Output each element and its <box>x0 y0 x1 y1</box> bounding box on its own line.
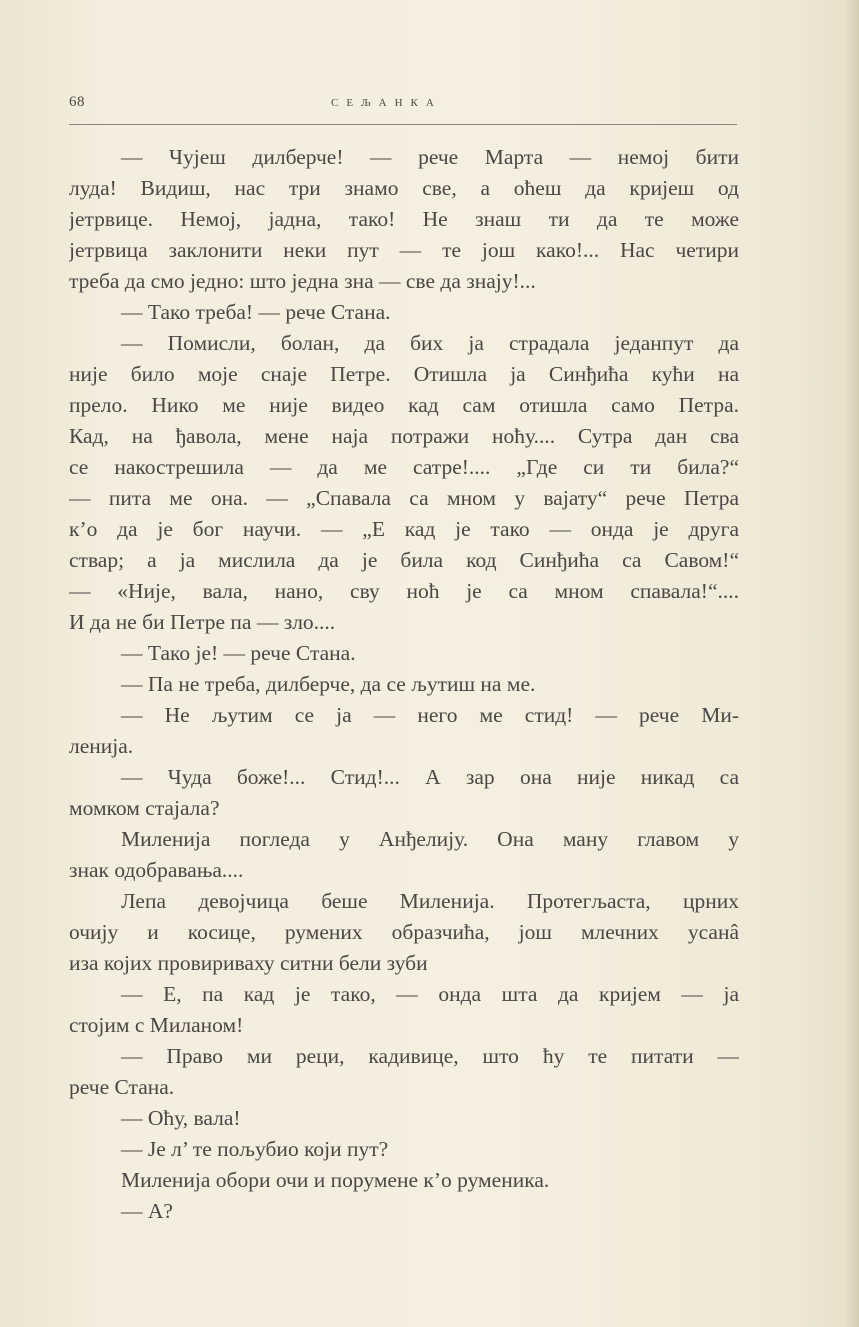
text-line: стојим с Миланом! <box>69 1013 244 1037</box>
text-line: јетрвица заклонити неки пут — те још како!... Нас четири <box>69 238 739 262</box>
running-title: СЕЉАНКА <box>331 97 442 109</box>
text-line: — Е, па кад је тако, — онда шта да кријем — ја <box>121 982 739 1006</box>
page-header <box>69 94 737 125</box>
body-text <box>69 142 739 1227</box>
text-line: — Право ми реци, кадивице, што ћу те питати — <box>121 1044 739 1068</box>
text-line: — Тако треба! — рече Стана. <box>121 300 391 324</box>
text-line: — Оћу, вала! <box>121 1106 241 1130</box>
text-line: — Не љутим се ја — него ме стид! — рече Ми- <box>121 703 739 727</box>
text-line: прело. Нико ме није видео кад сам отишла само Петра. <box>69 393 739 417</box>
text-line: — Тако је! — рече Стана. <box>121 641 356 665</box>
page-edge-shadow <box>845 0 859 1327</box>
text-line: треба да смо једно: што једна зна — све да знају!... <box>69 269 536 293</box>
text-line: Лепа девојчица беше Миленија. Протегљаста, црних <box>121 889 739 913</box>
text-line: иза којих провириваху ситни бели зуби <box>69 951 428 975</box>
text-line: се накострешила — да ме сатре!.... „Где си ти била?“ <box>69 455 739 479</box>
text-line: Миленија обори очи и порумене к’о руменика. <box>121 1168 550 1192</box>
text-line: није било моје снаје Петре. Отишла ја Синђића кући на <box>69 362 739 386</box>
text-line: момком стајала? <box>69 796 220 820</box>
text-line: ствар; а ја мислила да је била код Синђића са Савом!“ <box>69 548 739 572</box>
page-number: 68 <box>69 94 85 110</box>
text-line: к’о да је бог научи. — „Е кад је тако — онда је друга <box>69 517 739 541</box>
text-line: — пита ме она. — „Спавала са мном у вајату“ рече Петра <box>69 486 739 510</box>
text-line: ленија. <box>69 734 134 758</box>
text-line: Кад, на ђавола, мене наја потражи ноћу.... Сутра дан сва <box>69 424 739 448</box>
text-line: — Чујеш дилберче! — рече Марта — немој бити <box>121 145 739 169</box>
text-line: јетрвице. Немој, јадна, тако! Не знаш ти да те може <box>69 207 739 231</box>
text-line: — Па не треба, дилберче, да се љутиш на ме. <box>121 672 536 696</box>
text-line: знак одобравања.... <box>69 858 244 882</box>
text-line: — «Није, вала, нано, сву ноћ је са мном спавала!“.... <box>69 579 739 603</box>
text-line: — А? <box>121 1199 173 1223</box>
text-line: очију и косице, румених образчића, још млечних усанâ <box>69 920 739 944</box>
text-line: — Помисли, болан, да бих ја страдала једанпут да <box>121 331 739 355</box>
text-line: рече Стана. <box>69 1075 175 1099</box>
text-line: луда! Видиш, нас три знамо све, а оћеш да кријеш од <box>69 176 739 200</box>
text-line: И да не би Петре па — зло.... <box>69 610 336 634</box>
text-line: — Чуда боже!... Стид!... А зар она није никад са <box>121 765 739 789</box>
text-line: Миленија погледа у Анђелију. Она ману главом у <box>121 827 739 851</box>
text-line: — Је л’ те пољубио који пут? <box>121 1137 389 1161</box>
